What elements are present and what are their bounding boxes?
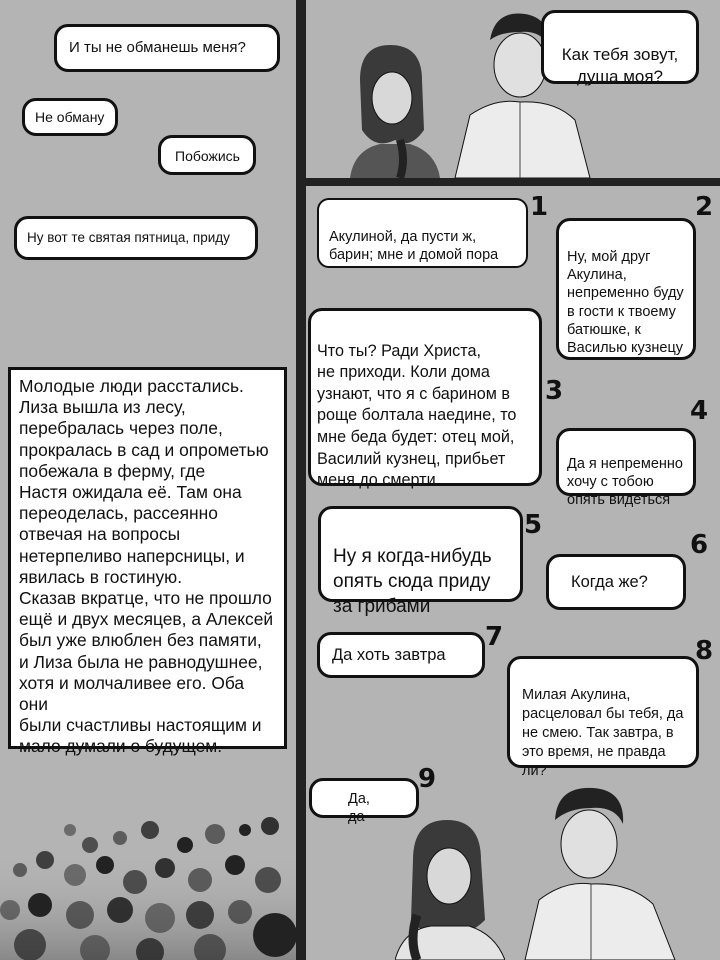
bubble-text: Когда же? (571, 573, 648, 591)
speech-bubble-5 (318, 506, 523, 617)
speech-bubble-swear (158, 135, 256, 175)
dialogue-number-8: 8 (695, 636, 714, 666)
dialogue-number-5: 5 (524, 510, 543, 540)
girl-figure-top (340, 40, 450, 178)
dialogue-number-6: 6 (690, 530, 709, 560)
speech-bubble-9 (309, 778, 419, 826)
bubble-text: Да хоть завтра (332, 646, 446, 664)
dialogue-number-1: 1 (530, 192, 549, 222)
speech-bubble-deceive (54, 24, 280, 72)
speech-bubble-wont-deceive (22, 98, 118, 136)
dialogue-number-4: 4 (690, 396, 709, 426)
speech-bubble-7 (317, 632, 485, 678)
speech-bubble-will-come (14, 216, 258, 260)
panel-gutter-horizontal (300, 178, 720, 186)
bubble-text: Ну, мой друг Акулина, непременно буду в гости к твоему батюшке, к Василью кузнецу (567, 249, 684, 356)
speech-bubble-4 (556, 428, 696, 508)
boy-figure-bottom (515, 780, 685, 960)
bubble-text: Милая Акулина, расцеловал бы тебя, да не смею. Так завтра, в это время, не правда ли? (522, 687, 684, 779)
girl-figure-bottom (395, 810, 505, 960)
speech-bubble-3 (308, 308, 542, 490)
bubble-text: Что ты? Ради Христа, не приходи. Коли дома узнают, что я с барином в роще болтала наедине, то мне беда будет: отец мой, Василий кузнец, прибьет меня до смерти (317, 341, 517, 490)
speech-bubble-6 (546, 554, 686, 610)
bubble-text: Акулиной, да пусти ж, барин; мне и домой пора (329, 229, 499, 264)
bubble-text: И ты не обманешь меня? (69, 39, 246, 56)
speech-bubble-2 (556, 218, 696, 360)
speech-bubble-8 (507, 656, 699, 779)
bubble-text: Ну я когда-нибудь опять сюда приду за грибами (333, 546, 492, 617)
dialogue-number-7: 7 (485, 622, 504, 652)
narration-caption: Молодые люди расстались. Лиза вышла из лесу, перебралась через поле, прокралась в сад и опрометью побежала в ферму, где Настя ожидала её. Там она переоделась, рассеянно отвечая на вопросы нетерпеливо наперсницы, и явилась в гостиную. Сказав вкратце, что не прошло ещё и двух месяцев, а Алексей был уже влюблен без памяти, и Лиза была не равнодушнее, хотя и молчаливее его. Оба они были счастливы настоящим и мало думали о будущем. (8, 367, 287, 749)
bubble-text: Не обману (35, 109, 105, 125)
dialogue-number-3: 3 (545, 376, 564, 406)
bubble-text: Да, да (348, 791, 370, 826)
speech-bubble-name-question (541, 10, 699, 84)
bubble-text: Побожись (175, 148, 240, 164)
dialogue-number-2: 2 (695, 192, 714, 222)
bokeh-decoration (0, 790, 296, 960)
speech-bubble-1 (317, 198, 528, 268)
bubble-text: Как тебя зовут, душа моя? (561, 45, 679, 86)
bubble-text: Да я непременно хочу с тобою опять видеться (567, 456, 683, 508)
bubble-text: Ну вот те святая пятница, приду (27, 230, 230, 245)
dialogue-number-9: 9 (418, 764, 437, 794)
panel-gutter-vertical (296, 0, 306, 960)
